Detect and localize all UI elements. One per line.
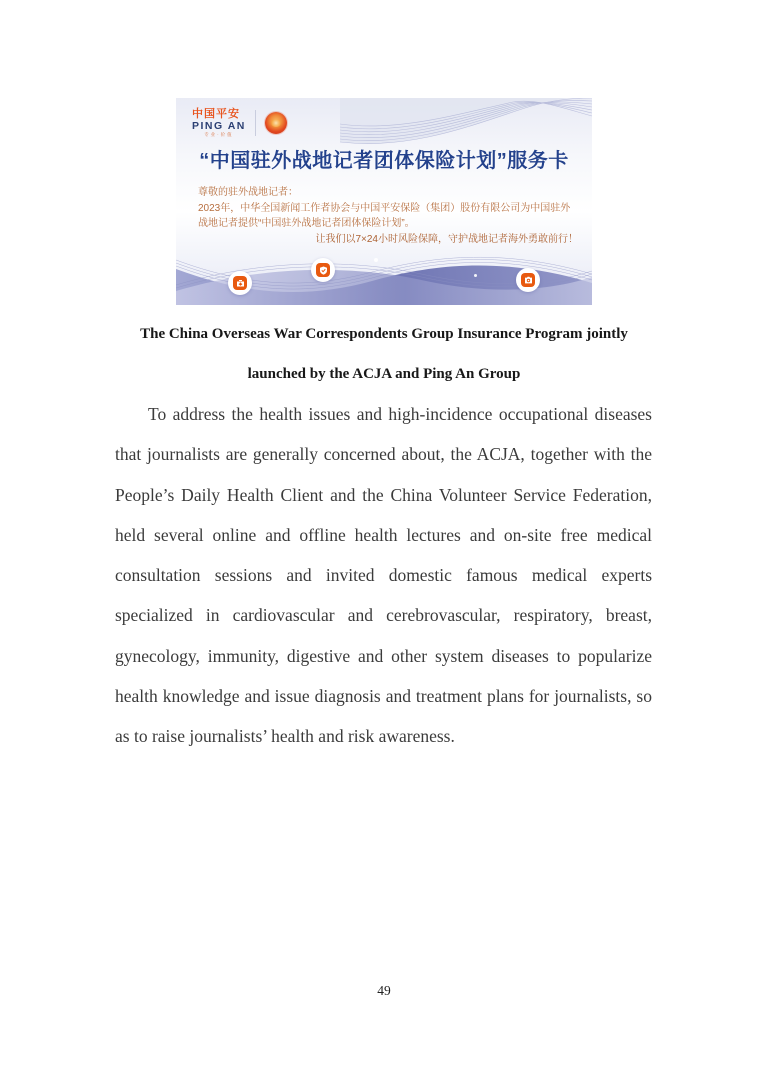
page-number: 49 — [377, 983, 391, 998]
paragraph-line: People’s Daily Health Client and the China Volunteer Service Federation, — [115, 484, 652, 505]
banner-body-line-1: 2023年，中华全国新闻工作者协会与中国平安保险（集团）股份有限公司为中国驻外 — [198, 202, 571, 214]
paragraph-line: that journalists are generally concerned about, the ACJA, together with the — [115, 444, 652, 465]
pingan-logo-cn: 中国平安 — [192, 108, 240, 120]
camera-icon — [521, 273, 535, 287]
insurance-card-image — [176, 98, 592, 305]
banner-body-line-2: 战地记者提供“中国驻外战地记者团体保险计划”。 — [198, 218, 415, 229]
pingan-logo-tagline: 专业·价值 — [204, 131, 234, 137]
body-paragraph — [115, 394, 652, 757]
shield-check-badge — [311, 258, 335, 282]
pingan-logo-en: PING AN — [192, 119, 246, 132]
paragraph-line: held several online and offline health lectures and on-site free medical — [115, 524, 652, 545]
banner-logo-row — [192, 109, 287, 137]
banner-greeting: 尊敬的驻外战地记者： — [198, 187, 298, 198]
banner-slogan: 让我们以7×24小时风险保障，守护战地记者海外勇敢前行！ — [315, 233, 578, 245]
shield-check-icon — [316, 263, 330, 277]
camera-badge — [516, 268, 540, 292]
paragraph-line: consultation sessions and invited domestic famous medical experts — [115, 565, 652, 586]
medical-kit-icon — [233, 276, 247, 290]
banner-body-text — [198, 185, 578, 247]
paragraph-line: To address the health issues and high-incidence occupational diseases — [148, 404, 652, 424]
acja-emblem-icon — [265, 112, 287, 134]
logo-divider — [255, 110, 256, 136]
decor-dot — [374, 258, 378, 262]
banner-title: “中国驻外战地记者团体保险计划”服务卡 — [199, 150, 569, 172]
paragraph-line: health knowledge and issue diagnosis and treatment plans for journalists, so — [115, 686, 652, 707]
paragraph-line: specialized in cardiovascular and cerebrovascular, respiratory, breast, — [115, 605, 652, 626]
pingan-logo — [192, 109, 246, 137]
figure-caption-line-2: launched by the ACJA and Ping An Group — [247, 366, 521, 382]
decor-dot — [474, 274, 477, 277]
figure-caption-line-1: The China Overseas War Correspondents Group Insurance Program jointly — [140, 326, 628, 342]
paragraph-line: gynecology, immunity, digestive and other system diseases to popularize — [115, 645, 652, 666]
medical-kit-badge — [228, 271, 252, 295]
paragraph-line: as to raise journalists’ health and risk awareness. — [115, 726, 455, 747]
